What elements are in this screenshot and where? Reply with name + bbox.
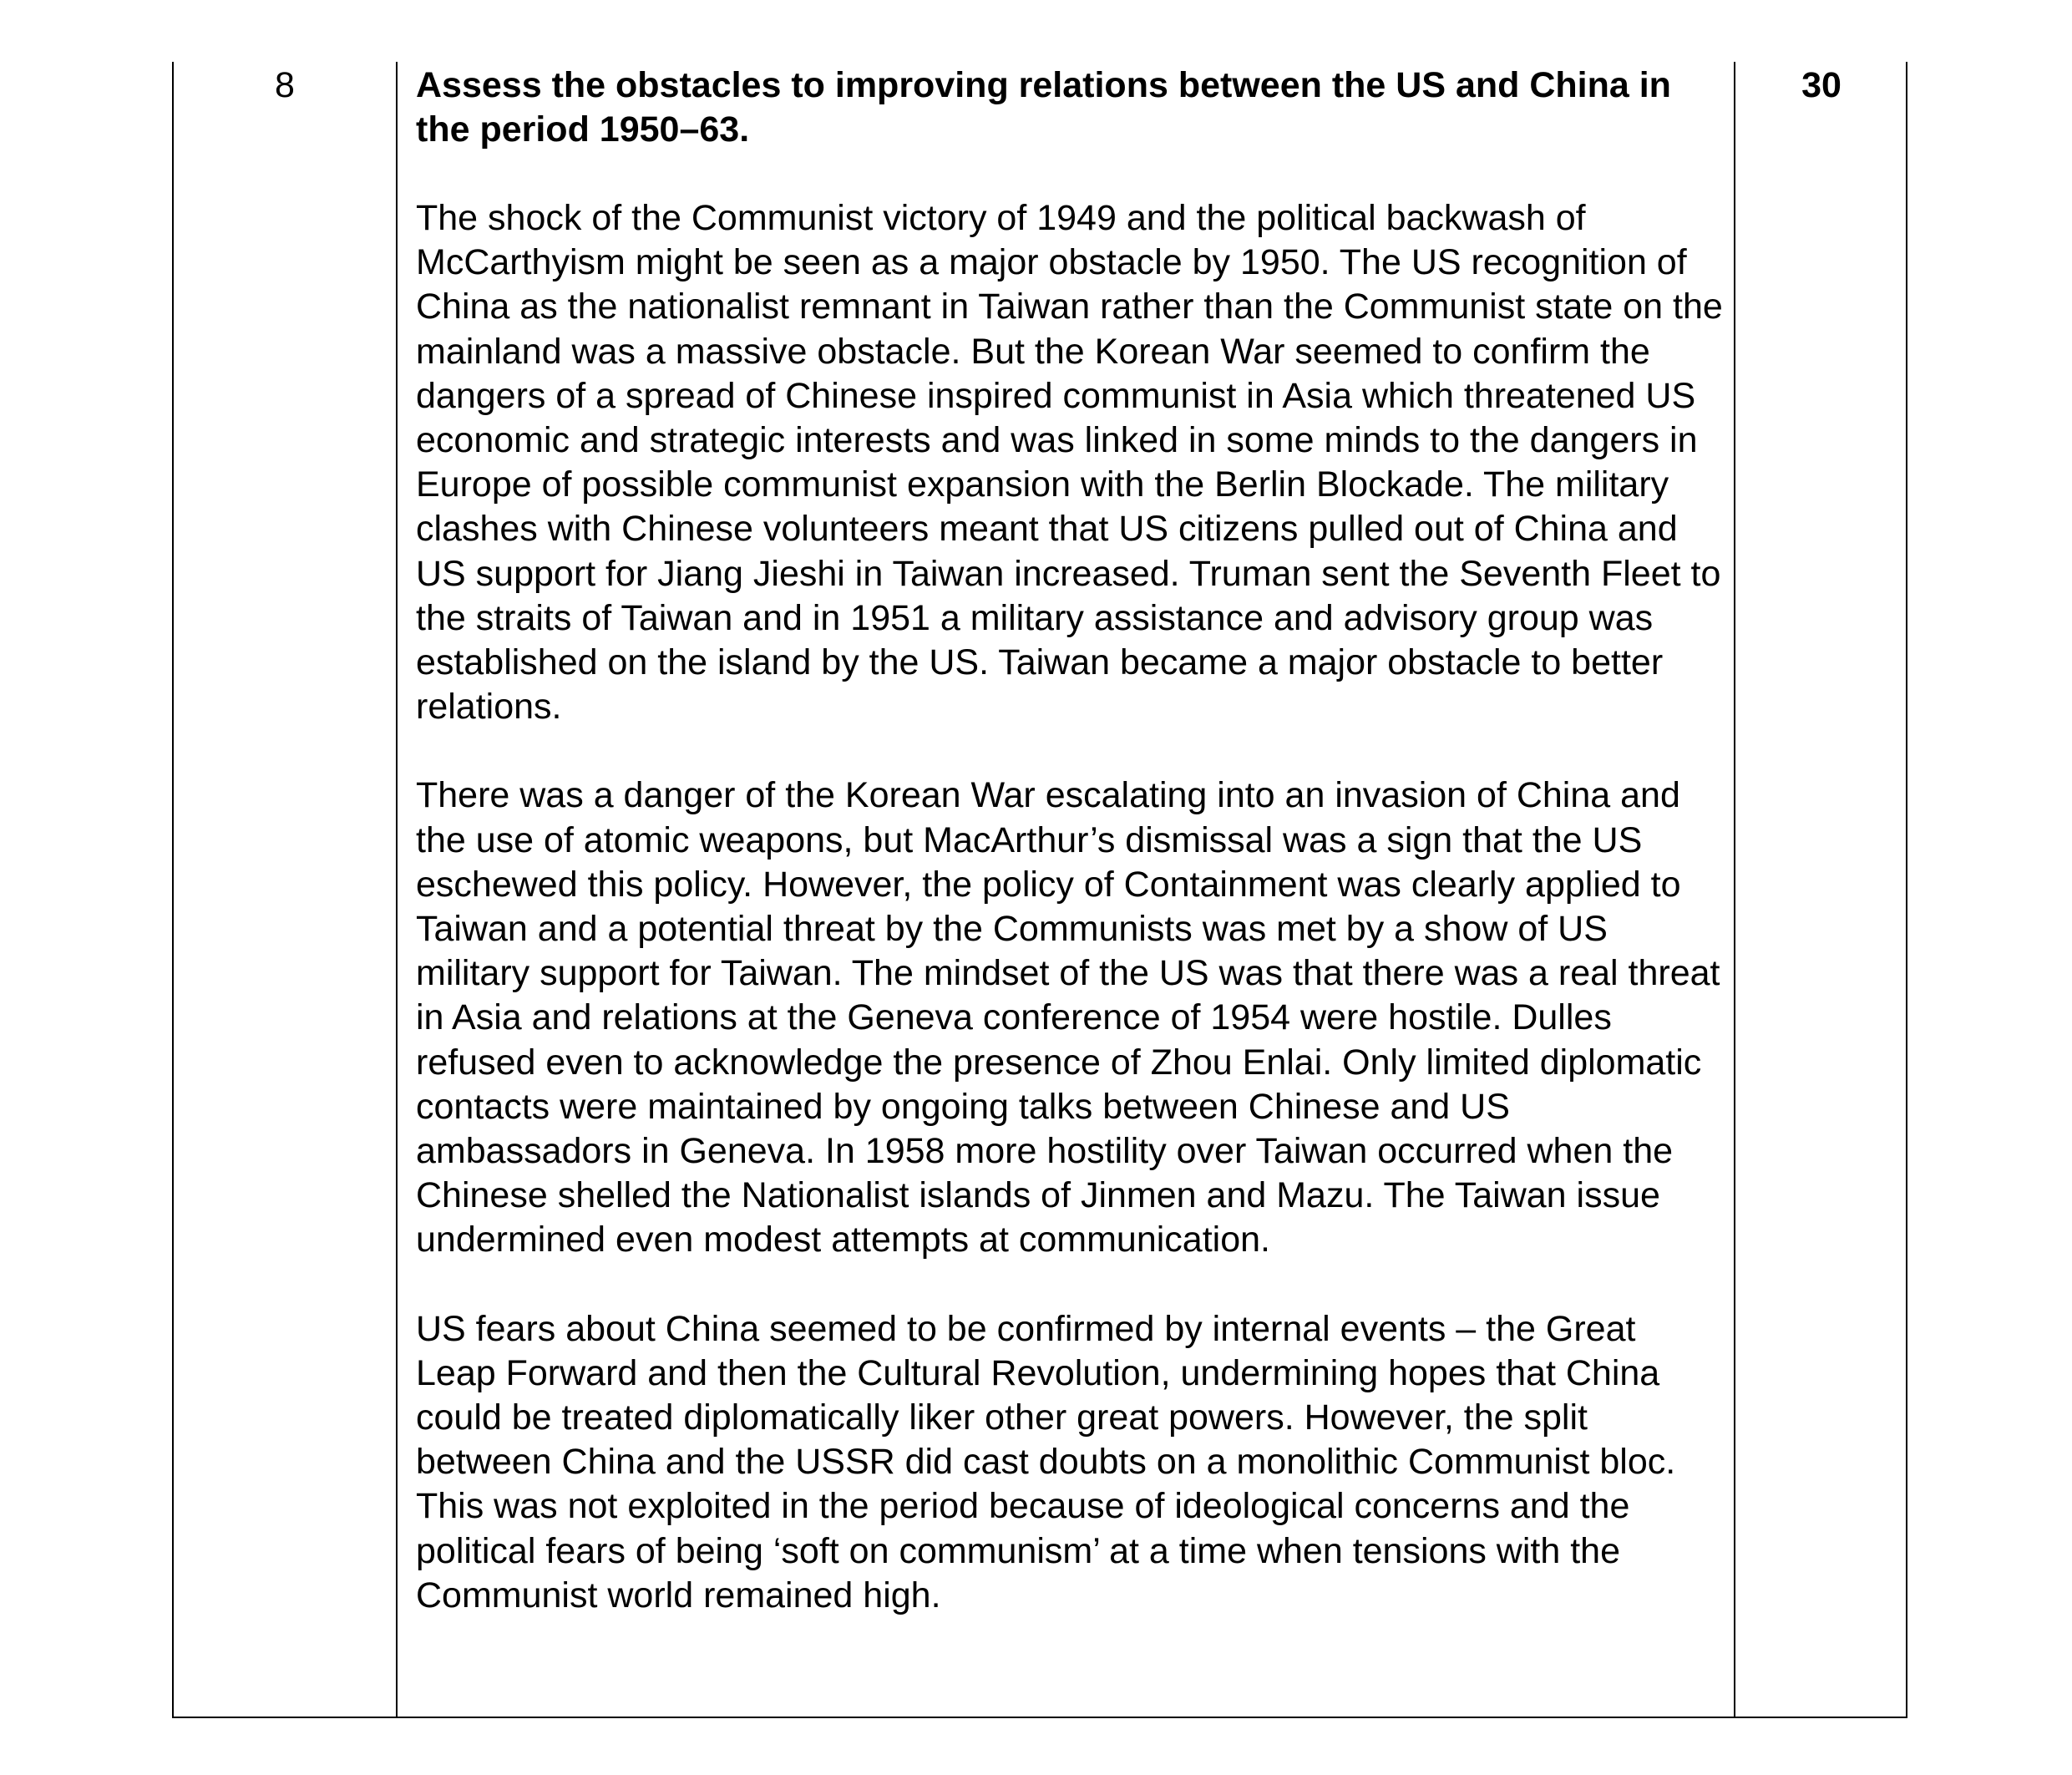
question-marks: 30 [1801,65,1841,105]
question-title: Assess the obstacles to improving relations between the US and China in the period 1950–63. [416,65,1671,150]
guidance-paragraph: The shock of the Communist victory of 1949 and the political backwash of McCarthyism might be seen as a major obstacle by 1950. The US recognition of China as the nationalist remnant in Taiwan rather than the Communist state on the mainland was a massive obstacle. But the Korean War seemed to confirm the dangers of a spread of Chinese inspired communist in Asia which threatened US economic and strategic interests and was linked in some minds to the dangers in Europe of possible communist expansion with the Berlin Blockade. The military clashes with Chinese volunteers meant that US citizens pulled out of China and US support for Jiang Jieshi in Taiwan increased. Truman sent the Seventh Fleet to the straits of Taiwan and in 1951 a military assistance and advisory group was established on the island by the US. Taiwan became a major obstacle to better relations. [416,198,1723,728]
column-divider [396,62,398,1717]
column-divider [1734,62,1735,1717]
guidance-paragraph: There was a danger of the Korean War escalating into an invasion of China and the use of atomic weapons, but MacArthur’s dismissal was a sign that the US eschewed this policy. However, the policy of Containment was clearly applied to Taiwan and a potential threat by the Communists was met by a show of US military support for Taiwan. The mindset of the US was that there was a real threat in Asia and relations at the Geneva conference of 1954 were hostile. Dulles refused even to acknowledge the presence of Zhou Enlai. Only limited diplomatic contacts were maintained by ongoing talks between Chinese and US ambassadors in Geneva. In 1958 more hostility over Taiwan occurred when the Chinese shelled the Nationalist islands of Jinmen and Mazu. The Taiwan issue undermined even modest attempts at communication. [416,775,1720,1260]
answer-guidance-cell [416,63,1723,1618]
guidance-paragraph: US fears about China seemed to be confirmed by internal events – the Great Leap Forward and then the Cultural Revolution, undermining hopes that China could be treated diplomatically liker other great powers. However, the split between China and the USSR did cast doubts on a monolithic Communist bloc. This was not exploited in the period because of ideological concerns and the political fears of being ‘soft on communism’ at a time when tensions with the Communist world remained high. [416,1308,1676,1615]
mark-scheme-table [172,62,1907,1718]
question-number: 8 [275,65,295,105]
